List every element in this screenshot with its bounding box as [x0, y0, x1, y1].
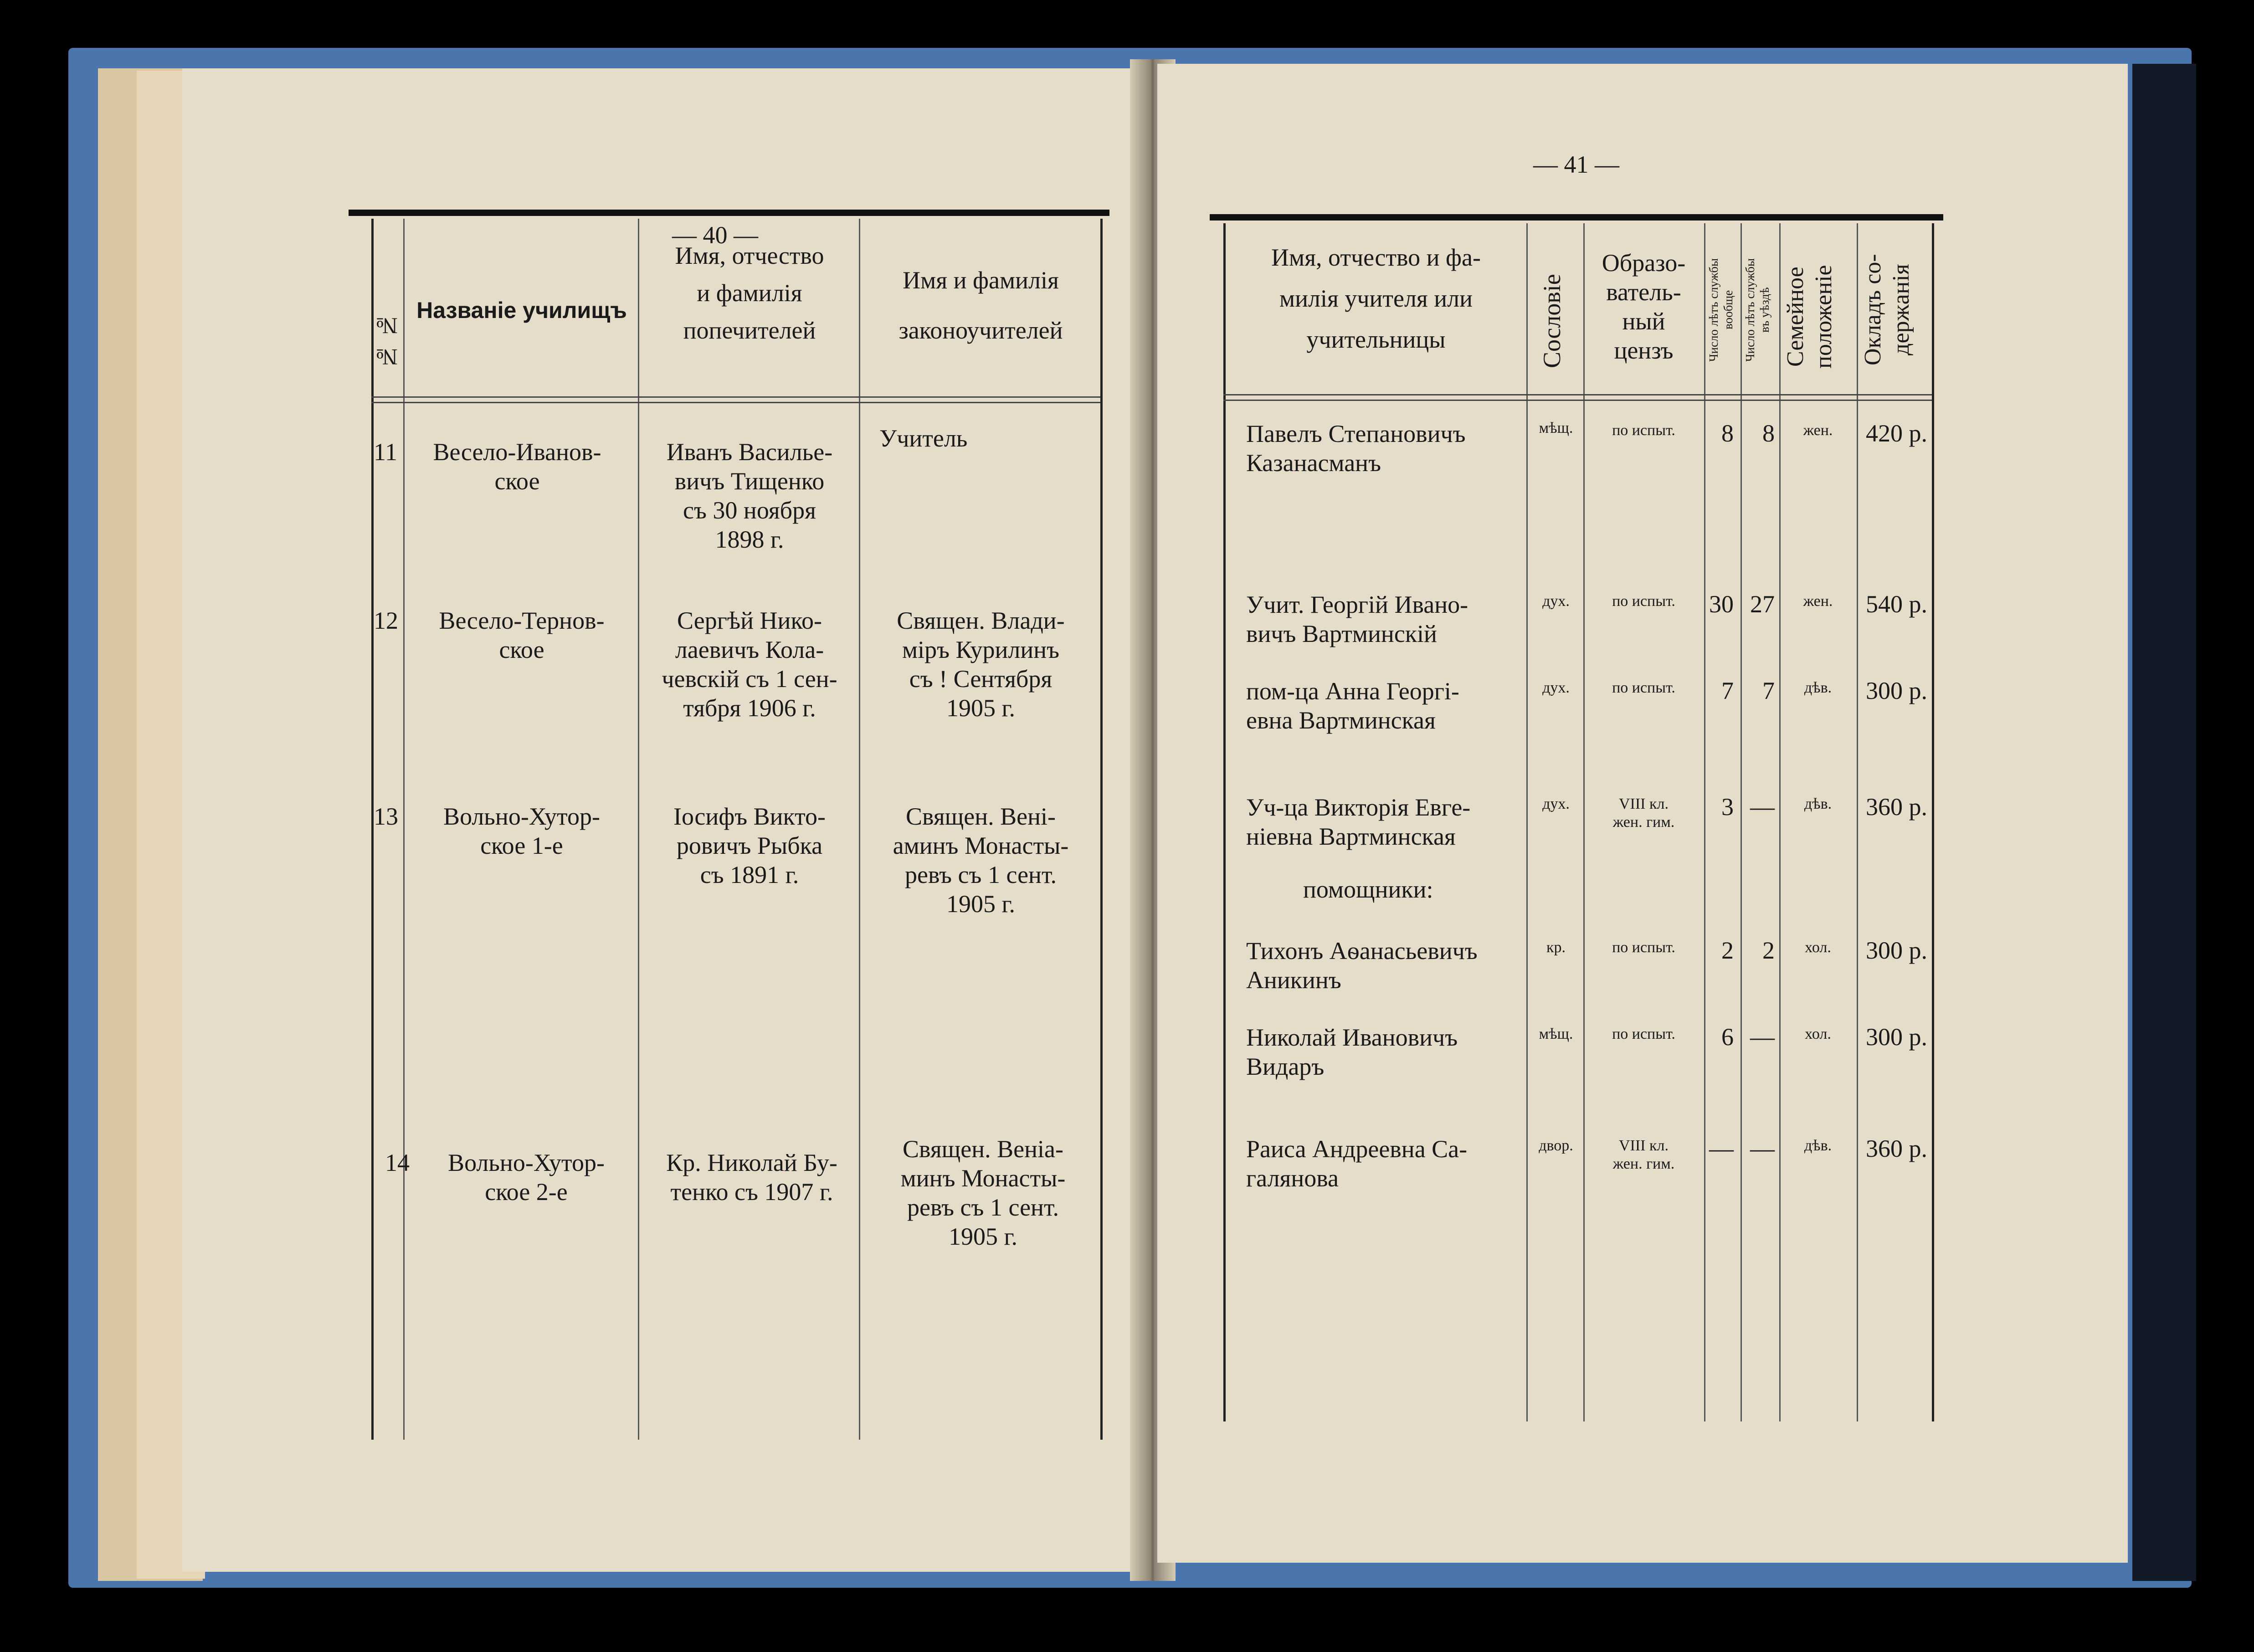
header-number: № №: [374, 313, 400, 370]
table-right-border: [1100, 219, 1103, 1440]
row-number: 11: [374, 438, 397, 466]
salary: 420 р.: [1866, 420, 1927, 447]
right-page: [1157, 64, 2128, 1563]
column-divider: [1857, 223, 1858, 1421]
estate: двор.: [1539, 1137, 1573, 1154]
header-salary: Окладъ со- держанія: [1860, 254, 1914, 366]
left-page: [182, 68, 1153, 1572]
teacher-name: пом-ца Анна Георгі- евна Вартминская: [1246, 677, 1459, 734]
family-status: жен.: [1803, 593, 1833, 610]
page-number: — 41 —: [1533, 151, 1619, 178]
years-district: —: [1750, 1135, 1775, 1162]
teacher-name: Уч-ца Викторія Евге- ніевна Вартминская: [1246, 794, 1471, 850]
family-status: жен.: [1803, 422, 1833, 439]
table-right-border: [1932, 223, 1934, 1421]
salary: 300 р.: [1866, 677, 1927, 704]
header-estate: Сословіе: [1538, 274, 1566, 369]
header-bottom-rule: [1223, 394, 1932, 395]
estate: дух.: [1542, 593, 1570, 610]
header-school-name: Названіе училищъ: [416, 298, 627, 323]
years-total: 30: [1709, 590, 1734, 618]
education: по испыт.: [1612, 679, 1675, 696]
row-number: 13: [374, 803, 398, 830]
education: по испыт.: [1612, 422, 1675, 439]
religion-teacher: Священ. Влади- міръ Курилинъ съ ! Сентября 1905 г.: [897, 607, 1065, 722]
years-total: —: [1709, 1135, 1734, 1162]
estate: мѣщ.: [1539, 1026, 1573, 1042]
family-status: дѣв.: [1804, 1137, 1832, 1154]
trustee-name: Иванъ Василье- вичъ Тищенко съ 30 ноября 1898 г.: [666, 438, 833, 553]
teacher-name: Раиса Андреевна Са- галянова: [1246, 1135, 1468, 1192]
table-top-rule: [1210, 214, 1943, 221]
education: VIII кл. жен. гим.: [1612, 795, 1675, 831]
estate: кр.: [1546, 939, 1566, 956]
estate: мѣщ.: [1539, 420, 1573, 436]
religion-teacher: Священ. Вені- аминъ Монасты- ревъ съ 1 сент. 1905 г.: [893, 803, 1069, 918]
row-number: 12: [374, 607, 398, 634]
page-number: — 40 —: [672, 221, 758, 249]
school-name: Вольно-Хутор- ское 2-е: [448, 1149, 605, 1206]
school-name: Весело-Иванов- ское: [433, 438, 601, 495]
teacher-name: Учит. Георгій Ивано- вичъ Вартминскій: [1246, 591, 1468, 647]
education: по испыт.: [1612, 593, 1675, 610]
education: VIII кл. жен. гим.: [1612, 1137, 1675, 1172]
years-district: 7: [1762, 677, 1775, 704]
years-total: 6: [1721, 1023, 1734, 1051]
salary: 360 р.: [1866, 793, 1927, 821]
teacher-name: Павелъ Степановичъ Казанасманъ: [1246, 420, 1466, 477]
estate: дух.: [1542, 795, 1570, 812]
years-district: 27: [1750, 590, 1775, 618]
years-district: —: [1750, 1023, 1775, 1051]
header-trustee: Имя, отчество и фамилія попечителей: [675, 242, 824, 344]
teacher-name: Тихонъ Аѳанасьевичъ Аникинъ: [1246, 937, 1478, 994]
estate: дух.: [1542, 679, 1570, 696]
column-divider: [1704, 223, 1705, 1421]
school-name: Вольно-Хутор- ское 1-е: [443, 803, 600, 859]
salary: 360 р.: [1866, 1135, 1927, 1162]
book-back-edge: [2132, 64, 2196, 1581]
row-number: 14: [385, 1149, 410, 1176]
header-years-district: Число лѣтъ службы въ уѣздѣ: [1743, 258, 1771, 362]
header-religion-teacher: Имя и фамилія законоучителей: [899, 267, 1063, 344]
teacher-name: Николай Ивановичъ Видаръ: [1246, 1024, 1458, 1080]
trustee-name: Кр. Николай Бу- тенко съ 1907 г.: [666, 1149, 837, 1206]
table-left-border: [1223, 223, 1226, 1421]
salary: 540 р.: [1866, 590, 1927, 618]
column-divider: [1526, 223, 1528, 1421]
years-total: 2: [1721, 937, 1734, 964]
family-status: хол.: [1805, 1026, 1831, 1042]
family-status: дѣв.: [1804, 795, 1832, 812]
family-status: дѣв.: [1804, 679, 1832, 696]
trustee-name: Іосифъ Викто- ровичъ Рыбка съ 1891 г.: [673, 803, 826, 888]
family-status: хол.: [1805, 939, 1831, 956]
years-district: —: [1750, 793, 1775, 821]
header-bottom-rule: [371, 396, 1100, 398]
header-bottom-rule-2: [1223, 400, 1932, 401]
header-bottom-rule-2: [371, 402, 1100, 403]
school-name: Весело-Тернов- ское: [439, 607, 605, 663]
column-divider: [1583, 223, 1585, 1421]
years-total: 8: [1721, 420, 1734, 447]
years-district: 8: [1762, 420, 1775, 447]
years-district: 2: [1762, 937, 1775, 964]
years-total: 7: [1721, 677, 1734, 704]
header-years-total: Число лѣтъ службы вообще: [1707, 258, 1735, 362]
header-family-status: Семейное положеніе: [1782, 265, 1837, 369]
education: по испыт.: [1612, 1026, 1675, 1042]
religion-teacher: Учитель: [879, 425, 968, 452]
salary: 300 р.: [1866, 937, 1927, 964]
column-divider: [1741, 223, 1742, 1421]
years-total: 3: [1721, 793, 1734, 821]
religion-teacher: Священ. Веніа- минъ Монасты- ревъ съ 1 сент. 1905 г.: [900, 1135, 1066, 1250]
column-divider: [1779, 223, 1781, 1421]
salary: 300 р.: [1866, 1023, 1927, 1051]
education: по испыт.: [1612, 939, 1675, 956]
section-subheading: помощники:: [1303, 876, 1433, 903]
header-education: Образо- ватель- ный цензъ: [1602, 249, 1686, 364]
header-teacher-name: Имя, отчество и фа- милія учителя или учительницы: [1271, 244, 1481, 353]
table-top-rule: [349, 210, 1109, 216]
trustee-name: Сергѣй Нико- лаевичъ Кола- чевскій съ 1 сен- тября 1906 г.: [662, 607, 837, 722]
